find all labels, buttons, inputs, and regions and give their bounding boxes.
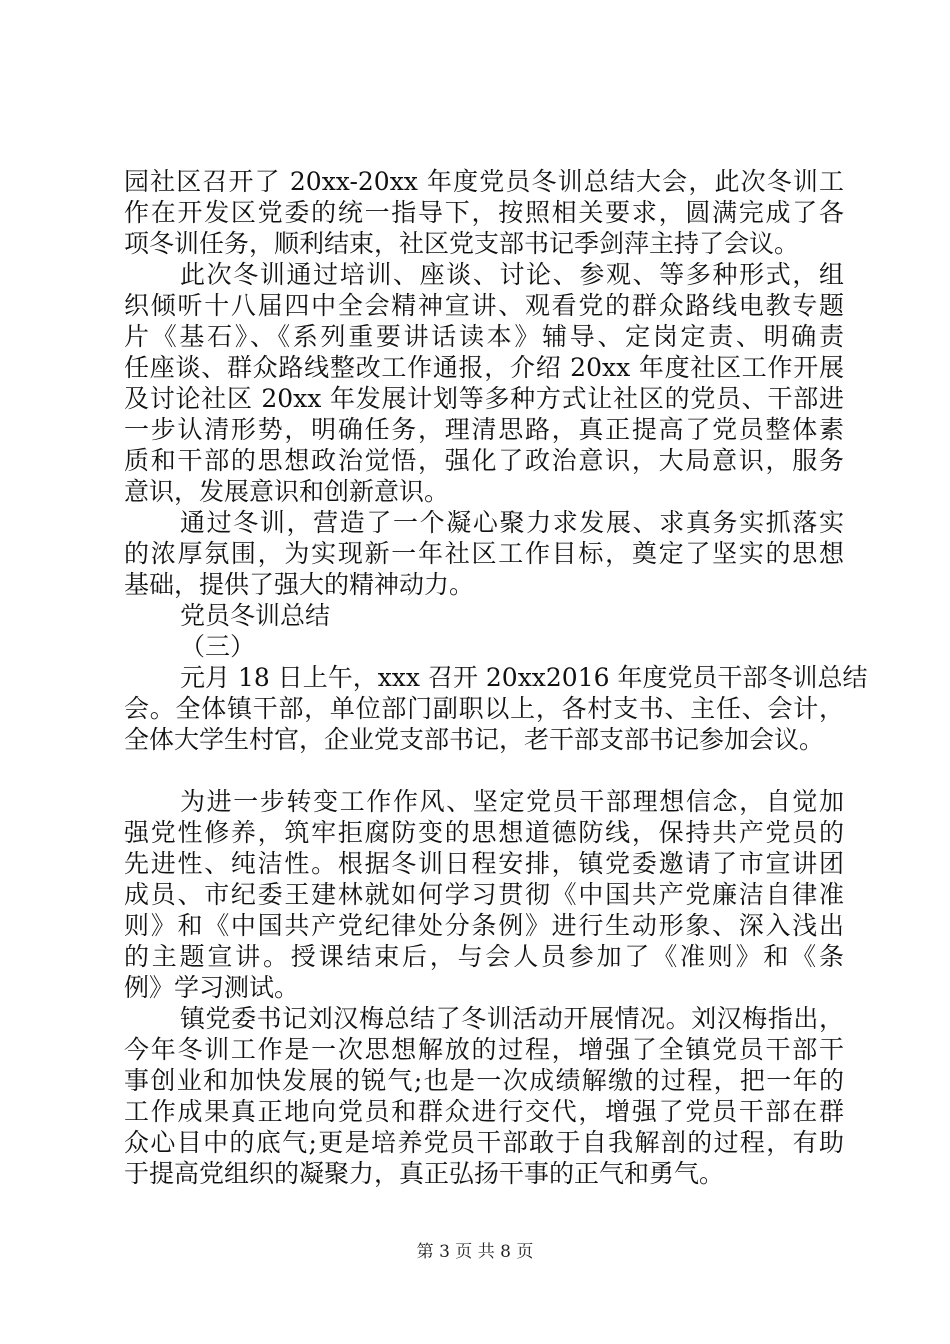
- text-line: 此次冬训通过培训、座谈、讨论、参观、等多种形式，组: [180, 260, 844, 289]
- text-line: 为进一步转变工作作风、坚定党员干部理想信念，自觉加: [180, 787, 844, 816]
- section-title: 党员冬训总结: [180, 601, 331, 630]
- text-line: 全体大学生村官，企业党支部书记，老干部支部书记参加会议。: [124, 725, 825, 754]
- text-line: 片《基石》、《系列重要讲话读本》辅导、定岗定责、明确责: [124, 322, 844, 351]
- text-line: 基础，提供了强大的精神动力。: [124, 570, 475, 599]
- text-line: 作在开发区党委的统一指导下，按照相关要求，圆满完成了各: [124, 198, 844, 227]
- document-body: [124, 166, 868, 1189]
- text-line: 例》学习测试。: [124, 973, 300, 1002]
- text-line: 于提高党组织的凝聚力，真正弘扬干事的正气和勇气。: [124, 1159, 725, 1188]
- text-line: 一步认清形势，明确任务，理清思路，真正提高了党员整体素: [124, 415, 844, 444]
- text-line: 元月 18 日上午，xxx 召开 20xx2016 年度党员干部冬训总结: [180, 663, 868, 692]
- text-line: 及讨论社区 20xx 年发展计划等多种方式让社区的党员、干部进: [124, 384, 844, 413]
- text-line: 镇党委书记刘汉梅总结了冬训活动开展情况。刘汉梅指出，: [180, 1004, 844, 1033]
- text-line: 则》和《中国共产党纪律处分条例》进行生动形象、深入浅出: [124, 911, 844, 940]
- text-line: 园社区召开了 20xx-20xx 年度党员冬训总结大会，此次冬训工: [124, 167, 844, 196]
- page-number-footer: 第 3 页 共 8 页: [416, 1242, 534, 1262]
- text-line: 项冬训任务，顺利结束，社区党支部书记季剑萍主持了会议。: [124, 229, 800, 258]
- text-line: 先进性、纯洁性。根据冬训日程安排，镇党委邀请了市宣讲团: [124, 849, 844, 878]
- text-line: 意识，发展意识和创新意识。: [124, 477, 450, 506]
- text-line: 的主题宣讲。授课结束后，与会人员参加了《准则》和《条: [124, 942, 844, 971]
- text-line: 通过冬训，营造了一个凝心聚力求发展、求真务实抓落实: [180, 508, 844, 537]
- text-line: 众心目中的底气;更是培养党员干部敢于自我解剖的过程，有助: [124, 1128, 844, 1157]
- text-line: 织倾听十八届四中全会精神宣讲、观看党的群众路线电教专题: [124, 291, 844, 320]
- text-line: 成员、市纪委王建林就如何学习贯彻《中国共产党廉洁自律准: [124, 880, 844, 909]
- text-line: 的浓厚氛围，为实现新一年社区工作目标，奠定了坚实的思想: [124, 539, 844, 568]
- text-line: 工作成果真正地向党员和群众进行交代，增强了党员干部在群: [124, 1097, 844, 1126]
- text-line: 会。全体镇干部，单位部门副职以上，各村支书、主任、会计，: [124, 694, 844, 723]
- text-line: 事创业和加快发展的锐气;也是一次成绩解缴的过程，把一年的: [124, 1066, 844, 1095]
- paragraph-gap: [124, 755, 844, 786]
- text-line: 任座谈、群众路线整改工作通报，介绍 20xx 年度社区工作开展: [124, 353, 844, 382]
- text-line: 今年冬训工作是一次思想解放的过程，增强了全镇党员干部干: [124, 1035, 844, 1064]
- section-number: （三）: [180, 632, 256, 661]
- text-line: 强党性修养，筑牢拒腐防变的思想道德防线，保持共产党员的: [124, 818, 844, 847]
- text-line: 质和干部的思想政治觉悟，强化了政治意识，大局意识，服务: [124, 446, 844, 475]
